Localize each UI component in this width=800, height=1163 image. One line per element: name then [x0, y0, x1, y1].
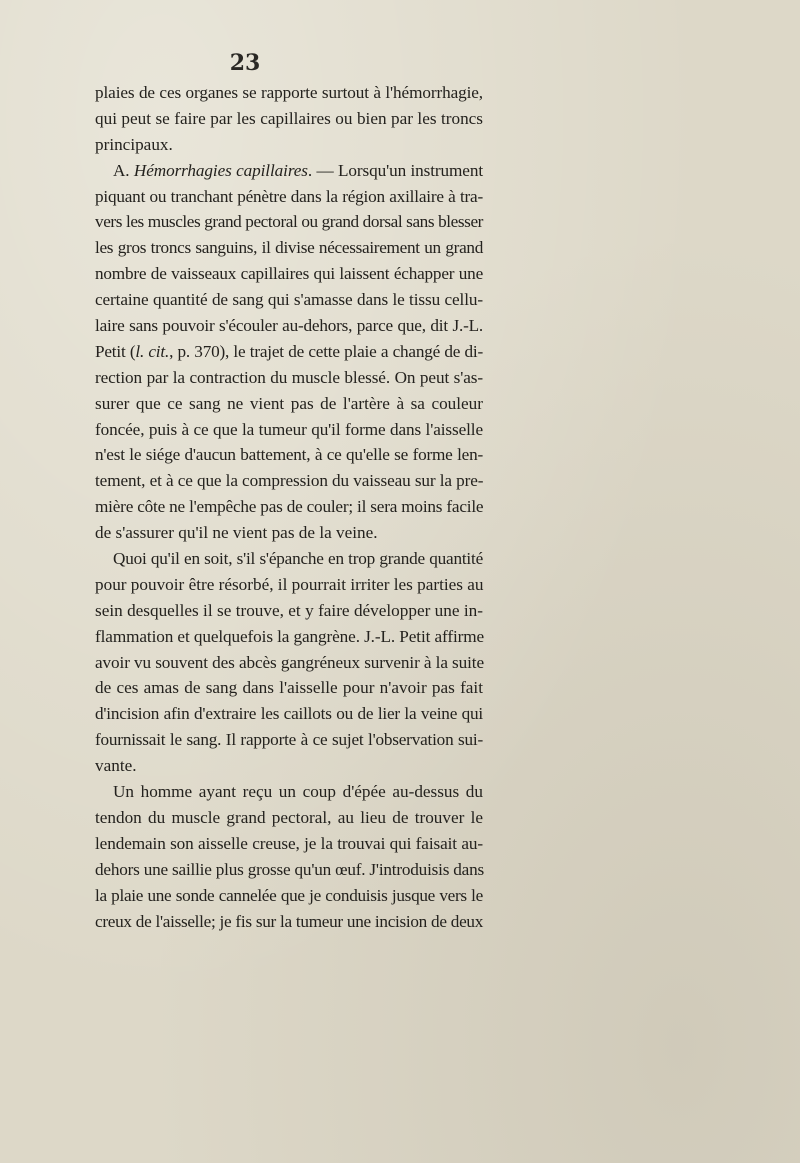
text-line: fournissait le sang. Il rapporte à ce sujet l'observation sui-	[95, 730, 483, 750]
text-line: qui peut se faire par les capillaires ou bien par les troncs	[95, 108, 483, 128]
text-line: vers les muscles grand pectoral ou grand dorsal sans blesser	[95, 212, 483, 232]
page-number: 23	[229, 50, 261, 76]
text-line: surer que ce sang ne vient pas de l'artère à sa couleur	[95, 393, 483, 413]
citation-ref: l. cit.	[135, 341, 170, 361]
text-line: sein desquelles il se trouve, et y faire développer une in-	[95, 600, 483, 620]
text-line: rection par la contraction du muscle blessé. On peut s'as-	[95, 367, 483, 387]
text-line: Un homme ayant reçu un coup d'épée au-dessus du	[113, 782, 483, 802]
text-line: Quoi qu'il en soit, s'il s'épanche en trop grande quantité	[113, 549, 483, 569]
section-letter: A.	[113, 160, 134, 180]
text-line: tement, et à ce que la compression du vaisseau sur la pre-	[95, 471, 484, 491]
text-line: dehors une saillie plus grosse qu'un œuf. J'introduisis dans	[95, 859, 484, 879]
text-line: creux de l'aisselle; je fis sur la tumeur une incision de deux	[95, 911, 483, 931]
body-text	[95, 80, 483, 934]
text-line: piquant ou tranchant pénètre dans la région axillaire à tra-	[95, 186, 483, 206]
section-lead-text: . — Lorsqu'un instrument	[307, 160, 484, 180]
text-line: de ces amas de sang dans l'aisselle pour n'avoir pas fait	[95, 678, 483, 698]
text-line: principaux.	[95, 134, 173, 154]
text-line: vante.	[95, 756, 137, 776]
text-line: avoir vu souvent des abcès gangréneux survenir à la suite	[95, 652, 485, 672]
text-line: pour pouvoir être résorbé, il pourrait irriter les parties au	[95, 574, 484, 594]
section-heading-line	[95, 158, 483, 184]
text-line: nombre de vaisseaux capillaires qui laissent échapper une	[95, 264, 483, 284]
text-line: certaine quantité de sang qui s'amasse dans le tissu cellu-	[95, 290, 483, 310]
section-title: Hémorrhagies capillaires	[133, 160, 308, 180]
text-line: mière côte ne l'empêche pas de couler; il sera moins facile	[95, 497, 484, 517]
text-line: les gros troncs sanguins, il divise nécessairement un grand	[95, 238, 483, 258]
text-line: la plaie une sonde cannelée que je conduisis jusque vers le	[95, 885, 483, 905]
citation-prefix: Petit (	[95, 341, 136, 361]
citation-line	[95, 339, 483, 365]
text-line: lendemain son aisselle creuse, je la trouvai qui faisait au-	[95, 833, 483, 853]
text-line: d'incision afin d'extraire les caillots ou de lier la veine qui	[95, 704, 483, 724]
text-line: de s'assurer qu'il ne vient pas de la veine.	[95, 523, 378, 543]
text-line: tendon du muscle grand pectoral, au lieu de trouver le	[95, 807, 483, 827]
text-line: flammation et quelquefois la gangrène. J.-L. Petit affirme	[95, 626, 485, 646]
text-line: foncée, puis à ce que la tumeur qu'il forme dans l'aisselle	[95, 419, 483, 439]
citation-suffix: , p. 370), le trajet de cette plaie a changé de di-	[169, 341, 484, 361]
text-line: n'est le siége d'aucun battement, à ce qu'elle se forme len-	[95, 445, 483, 465]
text-line: plaies de ces organes se rapporte surtout à l'hémorrhagie,	[95, 83, 483, 102]
text-line: laire sans pouvoir s'écouler au-dehors, parce que, dit J.-L.	[95, 316, 483, 336]
